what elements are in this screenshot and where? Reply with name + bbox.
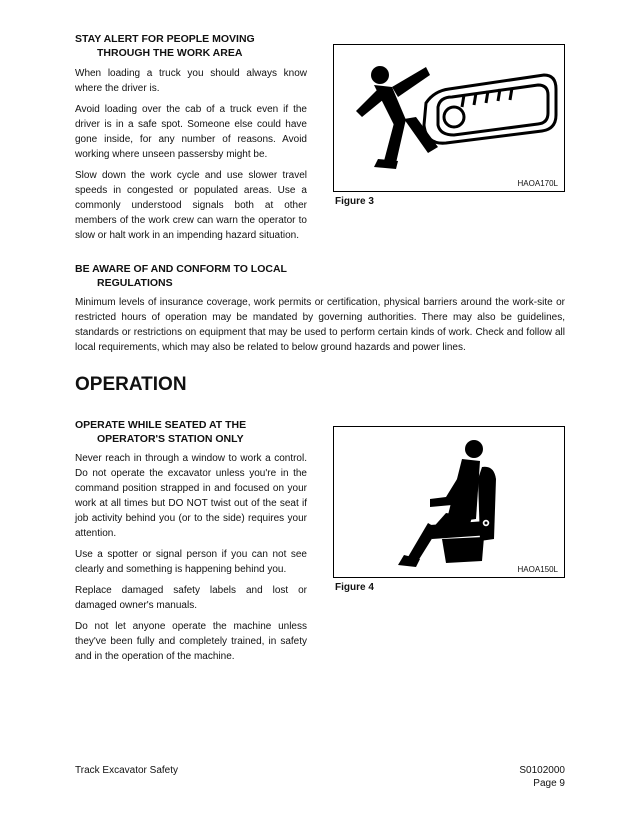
footer-title: Track Excavator Safety — [75, 765, 178, 776]
figure-code: HAOA170L — [517, 179, 558, 188]
footer-doc-code: S0102000 — [519, 765, 565, 776]
figure-3-illustration — [333, 44, 565, 192]
footer-page-number: Page 9 — [533, 778, 565, 789]
paragraph: Slow down the work cycle and use slower travel speeds in congested or populated areas. Use a commonly understood signals both at other members of the work crew can warn the operator to slow or halt work in an impending hazard situation. — [75, 170, 307, 241]
seated-operator-icon — [334, 427, 563, 576]
paragraph: Do not let anyone operate the machine unless they've been fully and completely trained, in safety and in the operation of the machine. — [75, 621, 307, 662]
paragraph: Minimum levels of insurance coverage, work permits or certification, physical barriers around the work-site or restricted hours of operation may be mandated by governing authorities. There may also be guidelines, standards or restrictions on equipment that may be used to perform certain kinds of work. Check and follow all local requirements, which may also be related to below ground hazards and power lines. — [75, 297, 565, 353]
person-struck-by-track-icon — [334, 45, 563, 190]
section-stay-alert — [75, 32, 307, 249]
paragraph: Replace damaged safety labels and lost or damaged owner's manuals. — [75, 585, 307, 611]
footer-page-info — [519, 764, 565, 790]
page-section-title: OPERATION — [75, 374, 187, 395]
section-local-regulations — [75, 262, 287, 290]
paragraph: Avoid loading over the cab of a truck even if the driver is in a safe spot. Someone else could have gone inside, for any number of reasons. Avoid working where unseen passersby might be. — [75, 104, 307, 160]
paragraph: Never reach in through a window to work a control. Do not operate the excavator unless you're in the command position strapped in and focused on your work at all times but DO NOT twist out of the seat if job activity behind you (or to the side) requires your attention. — [75, 453, 307, 539]
section-heading: OPERATE WHILE SEATED AT THE OPERATOR'S STATION ONLY — [75, 419, 247, 445]
section-heading: BE AWARE OF AND CONFORM TO LOCAL REGULATIONS — [75, 263, 287, 289]
paragraph: Use a spotter or signal person if you can not see clearly and something is happening behind you. — [75, 549, 307, 575]
figure-4-illustration — [333, 426, 565, 578]
section-heading: STAY ALERT FOR PEOPLE MOVING THROUGH THE WORK AREA — [75, 33, 255, 59]
paragraph: When loading a truck you should always know where the driver is. — [75, 68, 307, 94]
figure-caption: Figure 3 — [335, 196, 374, 207]
figure-caption: Figure 4 — [335, 582, 374, 593]
figure-code: HAOA150L — [517, 565, 558, 574]
section-operate-seated — [75, 418, 307, 670]
